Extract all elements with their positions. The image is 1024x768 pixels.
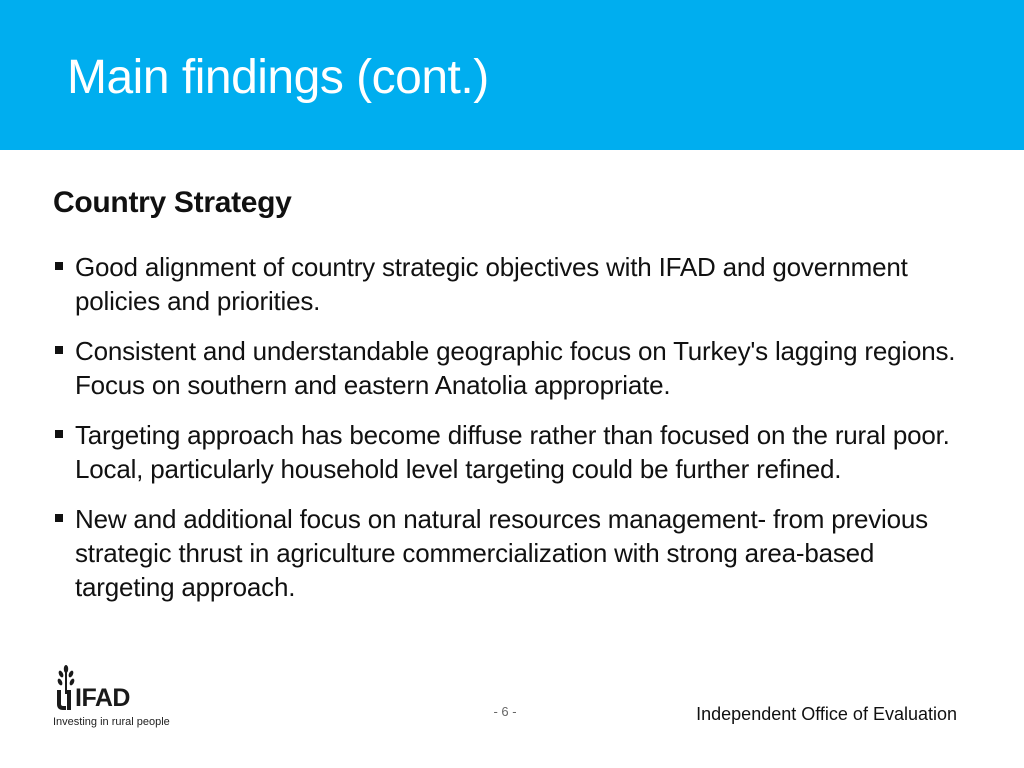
page-number: - 6 - [493, 704, 517, 719]
square-bullet-icon [55, 514, 63, 522]
square-bullet-icon [55, 346, 63, 354]
title-bar [0, 0, 1024, 150]
square-bullet-icon [55, 262, 63, 270]
square-bullet-icon [55, 430, 63, 438]
logo-wordmark: IFAD [75, 684, 130, 712]
office-name: Independent Office of Evaluation [696, 704, 957, 724]
bullet-text: Targeting approach has become diffuse rather than focused on the rural poor. Local, particularly household level targeting could be further refined. [75, 420, 950, 484]
slide-title: Main findings (cont.) [67, 51, 489, 104]
bullet-text: New and additional focus on natural resources management- from previous strategic thrust in agriculture commercialization with strong area-based targeting approach. [75, 504, 928, 602]
bullet-item [53, 250, 973, 318]
bullet-item [53, 502, 973, 604]
ifad-logo [53, 662, 183, 732]
bullet-item [53, 418, 973, 486]
bullet-text: Consistent and understandable geographic focus on Turkey's lagging regions. Focus on southern and eastern Anatolia appropriate. [75, 336, 956, 400]
bullet-item [53, 334, 973, 402]
bullet-text: Good alignment of country strategic objectives with IFAD and government policies and priorities. [75, 252, 908, 316]
logo-tagline: Investing in rural people [53, 716, 170, 728]
section-heading: Country Strategy [53, 186, 292, 219]
bullet-list [53, 250, 973, 620]
